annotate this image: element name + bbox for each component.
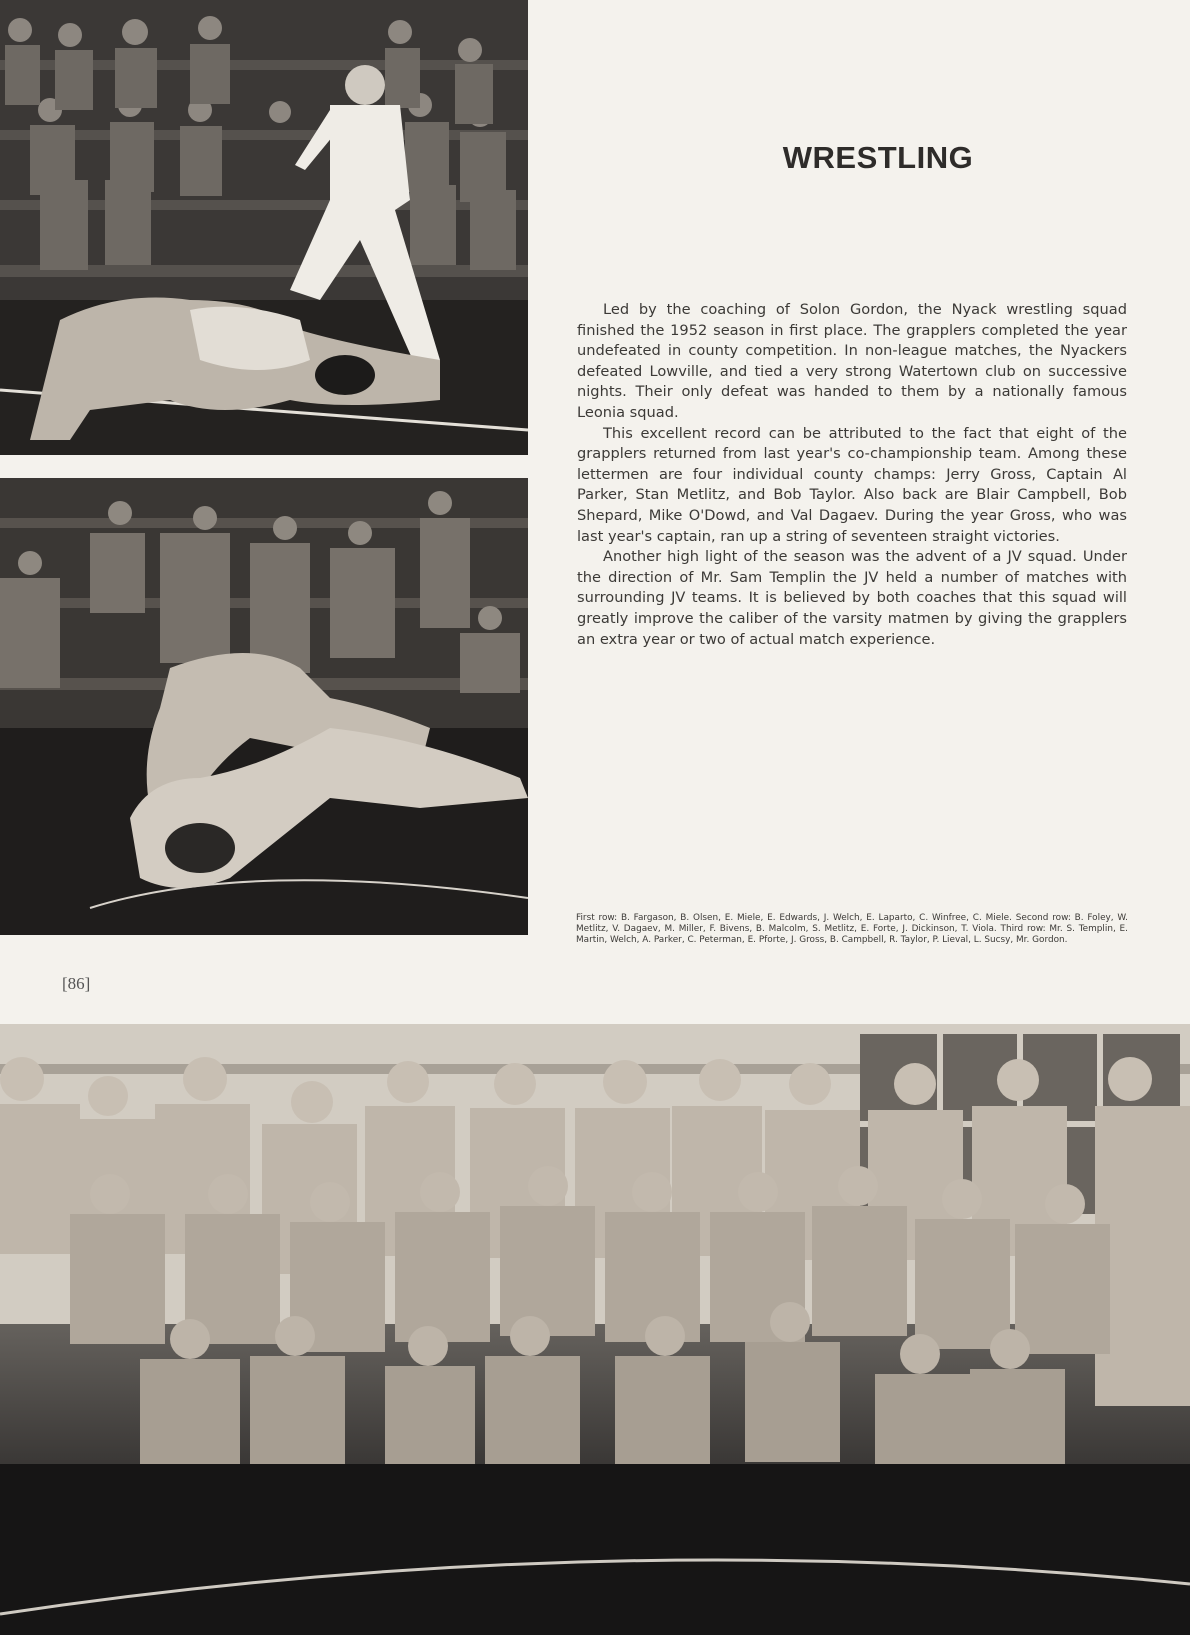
wrestling-match-illustration	[0, 478, 528, 935]
page-heading: WRESTLING	[782, 140, 974, 175]
team-group-photo	[0, 1024, 1190, 1635]
article-paragraph: Another high light of the season was the advent of a JV squad. Under the direction of Mr. Sam Templin the JV held a number of matches with surrounding JV teams. It is believed by both coaches that this squad will greatly improve the caliber of the varsity matmen by giving the grapplers an extra year or two of actual match experience.	[577, 548, 1127, 648]
team-photo-caption: First row: B. Fargason, B. Olsen, E. Miele, E. Edwards, J. Welch, E. Laparto, C. Winfree, C. Miele. Second row: B. Foley, W. Metlitz, V. Dagaev, M. Miller, F. Bivens, B. Malcolm, S. Metlitz, E. Forte, J. Dickinson, T. Viola. Third row: Mr. S. Templin, E. Martin, Welch, A. Parker, C. Peterman, E. Pforte, J. Gross, B. Campbell, R. Taylor, P. Lieval, L. Sucsy, Mr. Gordon.	[576, 913, 1128, 946]
referee-match-illustration	[0, 0, 528, 455]
referee-match-photo	[0, 0, 528, 455]
article-paragraph: Led by the coaching of Solon Gordon, the Nyack wrestling squad finished the 1952 season in first place. The grapplers completed the year undefeated in county competition. In non-league matches, the Nyackers defeated Lowville, and tied a very strong Watertown club on successive nights. Their only defeat was handed to them by a nationally famous Leonia squad.	[577, 301, 1127, 421]
article-body	[577, 300, 1127, 650]
team-group-illustration	[0, 1024, 1190, 1635]
wrestling-match-photo	[0, 478, 528, 935]
page-number: [86]	[62, 974, 91, 993]
article-paragraph: This excellent record can be attributed to the fact that eight of the grapplers returned from last year's co-championship team. Among these lettermen are four individual county champs: Jerry Gross, Captain Al Parker, Stan Metlitz, and Bob Taylor. Also back are Blair Campbell, Bob Shepard, Mike O'Dowd, and Val Dagaev. During the year Gross, who was last year's captain, ran up a string of seventeen straight victories.	[577, 424, 1127, 545]
